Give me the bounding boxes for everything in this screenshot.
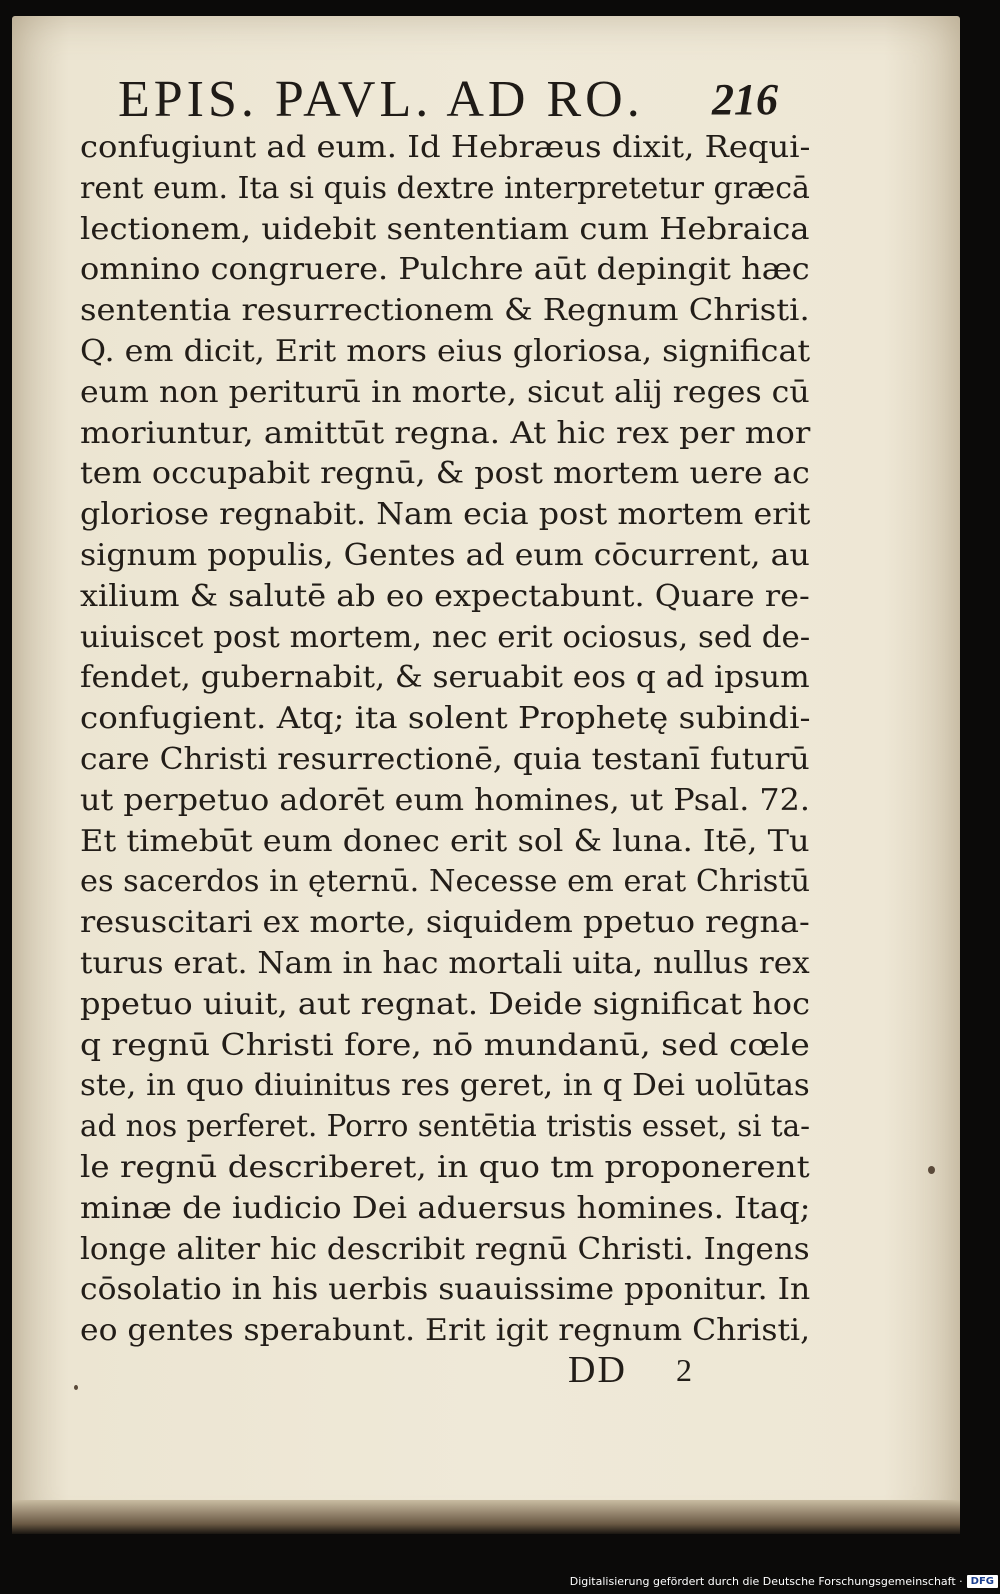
text-line: ut perpetuo adorēt eum homines, ut Psal. 72.: [80, 782, 810, 818]
text-line: eo gentes sperabunt. Erit igit regnum Christi,: [80, 1313, 811, 1349]
ink-speck: [928, 1166, 935, 1174]
dfg-logo: DFG: [967, 1575, 998, 1588]
text-line: longe aliter hic describit regnū Christi. Ingens: [80, 1231, 810, 1267]
text-line: signum populis, Gentes ad eum cōcurrent, au: [80, 537, 810, 573]
text-line: uiuiscet post mortem, nec erit ociosus, sed de-: [80, 619, 811, 655]
text-line: tem occupabit regnū, & post mortem uere ac: [80, 456, 810, 492]
text-line: omnino congruere. Pulchre aūt depingit hæc: [80, 252, 810, 288]
text-line: care Christi resurrectionē, quia testanī futurū: [80, 741, 810, 777]
text-line: eum non periturū in morte, sicut alij reges cū: [80, 374, 810, 410]
text-line: gloriose regnabit. Nam ecia post mortem erit: [80, 497, 811, 533]
text-line: sententia resurrectionem & Regnum Christi.: [80, 293, 810, 329]
text-line: turus erat. Nam in hac mortali uita, nullus rex: [80, 945, 810, 981]
running-title: EPIS. PAVL. AD RO.: [118, 71, 644, 128]
text-line: le regnū describeret, in quo tm proponerent: [80, 1149, 810, 1185]
text-line: lectionem, uidebit sententiam cum Hebraica: [80, 211, 810, 247]
page-bottom-edge: [12, 1500, 960, 1534]
folio-number: 216: [712, 75, 778, 124]
ink-speck: [74, 1385, 78, 1390]
footer-credit: Digitalisierung gefördert durch die Deutsche Forschungsgemeinschaft ·: [569, 1574, 963, 1588]
text-line: moriuntur, amittūt regna. At hic rex per mor: [80, 415, 811, 451]
signature-number: 2: [676, 1352, 692, 1388]
text-line: ppetuo uiuit, aut regnat. Deide significat hoc: [80, 986, 811, 1022]
text-line: q regnū Christi fore, nō mundanū, sed cœle: [80, 1027, 810, 1063]
text-line: confugient. Atq; ita solent Prophetę subindi-: [80, 701, 811, 737]
text-line: cōsolatio in his uerbis suauissime pponitur. In: [80, 1272, 811, 1308]
text-line: ad nos perferet. Porro sentētia tristis esset, si ta-: [80, 1109, 810, 1145]
text-line: ste, in quo diuinitus res geret, in q Dei uolūtas: [80, 1068, 810, 1104]
text-line: confugiunt ad eum. Id Hebræus dixit, Requi-: [80, 130, 811, 165]
text-line: rent eum. Ita si quis dextre interpretetur græcā: [80, 170, 810, 206]
text-line: es sacerdos in ęternū. Necesse em erat Christū: [80, 864, 811, 900]
text-line: resuscitari ex morte, siquidem ppetuo regna-: [80, 905, 810, 941]
signature-letters: DD: [568, 1349, 627, 1391]
text-line: fendet, gubernabit, & seruabit eos q ad ipsum: [80, 660, 810, 696]
text-line: Et timebūt eum donec erit sol & luna. Itē, Tu: [80, 823, 810, 859]
digitization-footer: [570, 1570, 998, 1592]
text-line: xilium & salutē ab eo expectabunt. Quare re-: [80, 578, 810, 614]
body-text: [80, 128, 810, 1352]
text-line: Q. em dicit, Erit mors eius gloriosa, significat: [80, 333, 811, 369]
text-line: minæ de iudicio Dei aduersus homines. Itaq;: [80, 1190, 811, 1226]
